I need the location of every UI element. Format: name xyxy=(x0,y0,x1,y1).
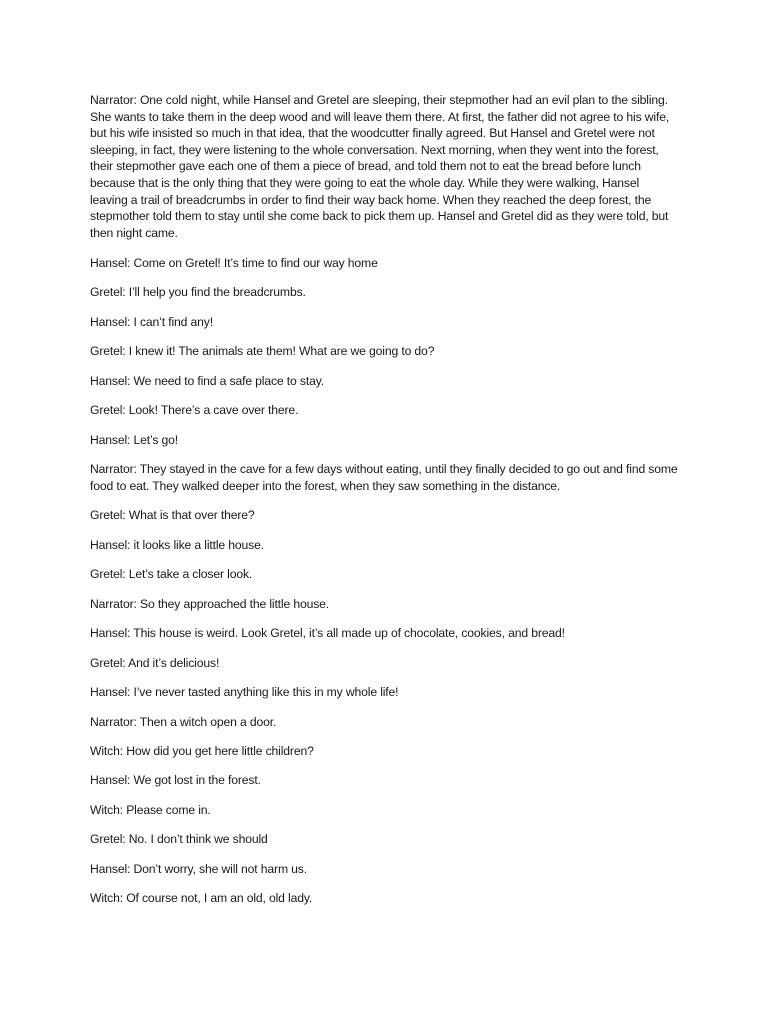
narrator-paragraph-cave: Narrator: They stayed in the cave for a few days without eating, until they finally decided to go out and find some food to eat. They walked deeper into the forest, when they saw something in the distance. xyxy=(90,462,678,493)
dialogue-line: Hansel: Come on Gretel! It’s time to find our way home xyxy=(90,255,378,270)
dialogue-line: Witch: Of course not, I am an old, old lady. xyxy=(90,891,313,906)
dialogue-line: Hansel: Don’t worry, she will not harm us. xyxy=(90,861,307,876)
dialogue-line: Hansel: This house is weird. Look Gretel, it’s all made up of chocolate, cookies, and bread! xyxy=(90,626,565,641)
dialogue-line: Hansel: it looks like a little house. xyxy=(90,537,264,552)
dialogue-line: Narrator: So they approached the little house. xyxy=(90,596,330,611)
narrator-paragraph-intro: Narrator: One cold night, while Hansel and Gretel are sleeping, their stepmother had an evil plan to the sibling. She wants to take them in the deep wood and will leave them there. At first, the father did not agree to his wife, but his wife insisted so much in that idea, that the woodcutter finally agreed. But Hansel and Gretel were not sleeping, in fact, they were listening to the whole conversation. Next morning, when they went into the forest, their stepmother gave each one of them a piece of bread, and told them not to eat the bread before lunch because that is the only thing that they were going to eat the whole day. While they were walking, Hansel leaving a trail of breadcrumbs in order to find their way back home. When they reached the deep forest, the stepmother told them to stay until she come back to pick them up. Hansel and Gretel did as they were told, but then night came. xyxy=(90,93,670,240)
dialogue-line: Gretel: Look! There’s a cave over there. xyxy=(90,403,299,418)
dialogue-line: Narrator: Then a witch open a door. xyxy=(90,714,277,729)
dialogue-line: Gretel: And it’s delicious! xyxy=(90,655,220,670)
dialogue-line: Gretel: What is that over there? xyxy=(90,508,255,523)
script-text xyxy=(90,92,678,920)
dialogue-line: Witch: Please come in. xyxy=(90,802,211,817)
dialogue-line: Hansel: We got lost in the forest. xyxy=(90,773,261,788)
dialogue-line: Hansel: We need to find a safe place to stay. xyxy=(90,373,324,388)
dialogue-line: Gretel: I’ll help you find the breadcrumbs. xyxy=(90,285,306,300)
dialogue-line: Hansel: I can’t find any! xyxy=(90,314,213,329)
dialogue-line: Witch: How did you get here little children? xyxy=(90,743,314,758)
dialogue-line: Gretel: No. I don’t think we should xyxy=(90,832,268,847)
dialogue-line: Hansel: Let’s go! xyxy=(90,432,179,447)
dialogue-line: Gretel: I knew it! The animals ate them! What are we going to do? xyxy=(90,344,435,359)
dialogue-line: Hansel: I’ve never tasted anything like this in my whole life! xyxy=(90,685,399,700)
dialogue-line: Gretel: Let’s take a closer look. xyxy=(90,567,253,582)
